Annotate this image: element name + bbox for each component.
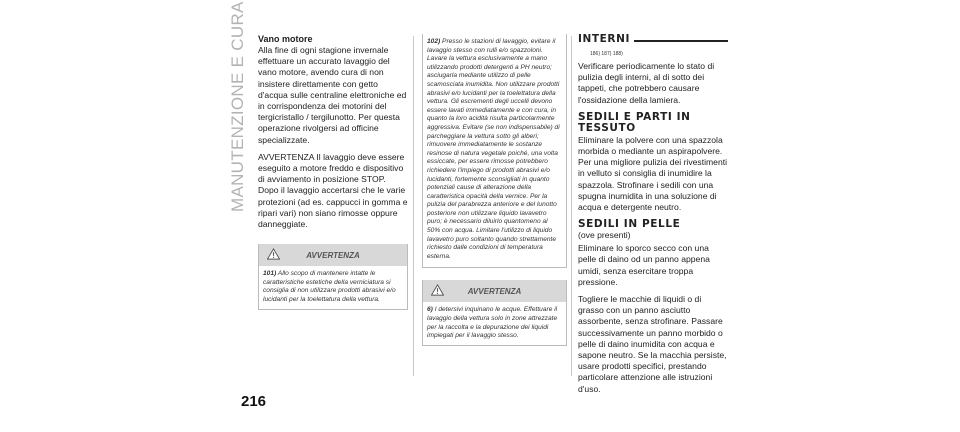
section-side-label: MANUTENZIONE E CURA [228, 1, 247, 212]
paragraph-sedili-tessuto: Eliminare la polvere con una spazzola morbida o mediante un aspirapolvere. Per una migliore pulizia dei rivestimenti in velluto si consiglia di inumidire la spazzola. Strofinare i sedili con una spugna inumidita in una soluzione di acqua e detergente neutro. [578, 134, 728, 213]
paragraph-pelle-1: Eliminare lo sporco secco con una pelle di daino od un panno appena umidi, senza esercitare troppa pressione. [578, 243, 710, 287]
title-interni: INTERNI [578, 34, 634, 45]
note-box-102 [422, 34, 567, 268]
column-divider [571, 36, 572, 376]
paragraph-avvertenza-lavaggio: AVVERTENZA Il lavaggio deve essere eseguito a motore freddo e dispositivo di avviamento in posizione STOP. Dopo il lavaggio accertarsi che le varie protezioni (ad es. cappucci in gomma e ripari vari) non siano rimosse oppure danneggiate. [258, 151, 408, 230]
warning-box-101 [258, 244, 408, 309]
warning-text-101 [263, 270, 403, 304]
warning-triangle-icon [267, 248, 280, 260]
subtitle-ove-presenti: (ove presenti) [578, 230, 631, 241]
warning-body: I detersivi inquinano le acque. Effettuare il lavaggio della vettura solo in zone attrezzate per la raccolta e la depurazione dei liquidi impiegati per il lavaggio stesso. [427, 306, 558, 340]
title-sedili-tessuto: SEDILI E PARTI IN TESSUTO [578, 110, 691, 134]
paragraph-interni: Verificare periodicamente lo stato di pulizia degli interni, al di sotto dei tappeti, che potrebbero causare l'ossidazione della lamiera. [578, 61, 715, 105]
warning-references: 186) 187) 188) [590, 51, 623, 57]
note-number: 102) [427, 38, 441, 45]
note-body: Presso le stazioni di lavaggio, evitare il lavaggio stesso con rulli e/o spazzoloni. Lavare la vettura esclusivamente a mano utilizzando prodotti detergenti a PH neutro; asciugarla mediante utilizzo di pelle scamosciata inumidita. Non utilizzare prodotti abrasivi e/o lucidanti per la toelettatura della vettura. Gli escrementi degli uccelli devono essere lavati immediatamente e con cura, in quanto la loro acidità risulta particolarmente aggressiva. Evitare (se non indispensabile) di parcheggiare la vettura sotto gli alberi; rimuovere immediatamente le sostanze resinose di natura vegetale poiché, una volta essiccate, per essere rimosse potrebbero richiedere l'impiego di prodotti abrasivi e/o lucidanti, fortemente sconsigliati in quanto potenziali cause di alterazione della caratteristica opacità della vernice. Per la pulizia del parabrezza anteriore e del lunotto posteriore non utilizzare liquido lavavetro puro; è necessario diluirlo quantomeno al 50% con acqua. Limitare l'utilizzo di liquido lavavetro puro soltanto quando strettamente richiesto dalle condizioni di temperatura esterna. [427, 38, 560, 260]
title-sedili-pelle: SEDILI IN PELLE [578, 218, 681, 231]
heading-vano-motore: Vano motore [258, 34, 313, 44]
warning-number: 6) [427, 306, 433, 314]
column-3 [578, 34, 728, 401]
warning-body: Allo scopo di mantenere intatte le caratteristiche estetiche della verniciatura si consiglia di non utilizzare prodotti abrasivi e/o lucidanti per la toelettatura della vettura. [263, 270, 396, 304]
column-divider [413, 36, 414, 376]
warning-title: AVVERTENZA [467, 286, 522, 296]
page-number: 216 [241, 393, 267, 410]
warning-header [259, 244, 407, 266]
paragraph-pelle-2: Togliere le macchie di liquidi o di grasso con un panno asciutto assorbente, senza strofinare. Passare successivamente un panno morbido o pelle di daino inumidita con acqua e sapone neutro. Se la macchia persiste, usare prodotti specifici, prestando particolare attenzione alle istruzioni d'uso. [578, 294, 727, 394]
column-2 [422, 34, 567, 346]
warning-triangle-icon [431, 284, 444, 296]
warning-header [423, 280, 566, 302]
paragraph-vano-motore: Alla fine di ogni stagione invernale effettuare un accurato lavaggio del vano motore, avendo cura di non insistere direttamente con getto d'acqua sulle centraline elettroniche ed in corrispondenza dei motorini del tergicristallo / tergilunotto. Per questa operazione rivolgersi ad officine specializzate. [258, 45, 407, 145]
note-text-102 [427, 38, 562, 261]
warning-box-6 [422, 280, 567, 345]
column-1 [258, 34, 408, 310]
section-header-interni [578, 34, 728, 48]
warning-number: 101) [263, 270, 277, 278]
warning-text-6 [427, 306, 562, 340]
warning-title: AVVERTENZA [306, 250, 360, 260]
